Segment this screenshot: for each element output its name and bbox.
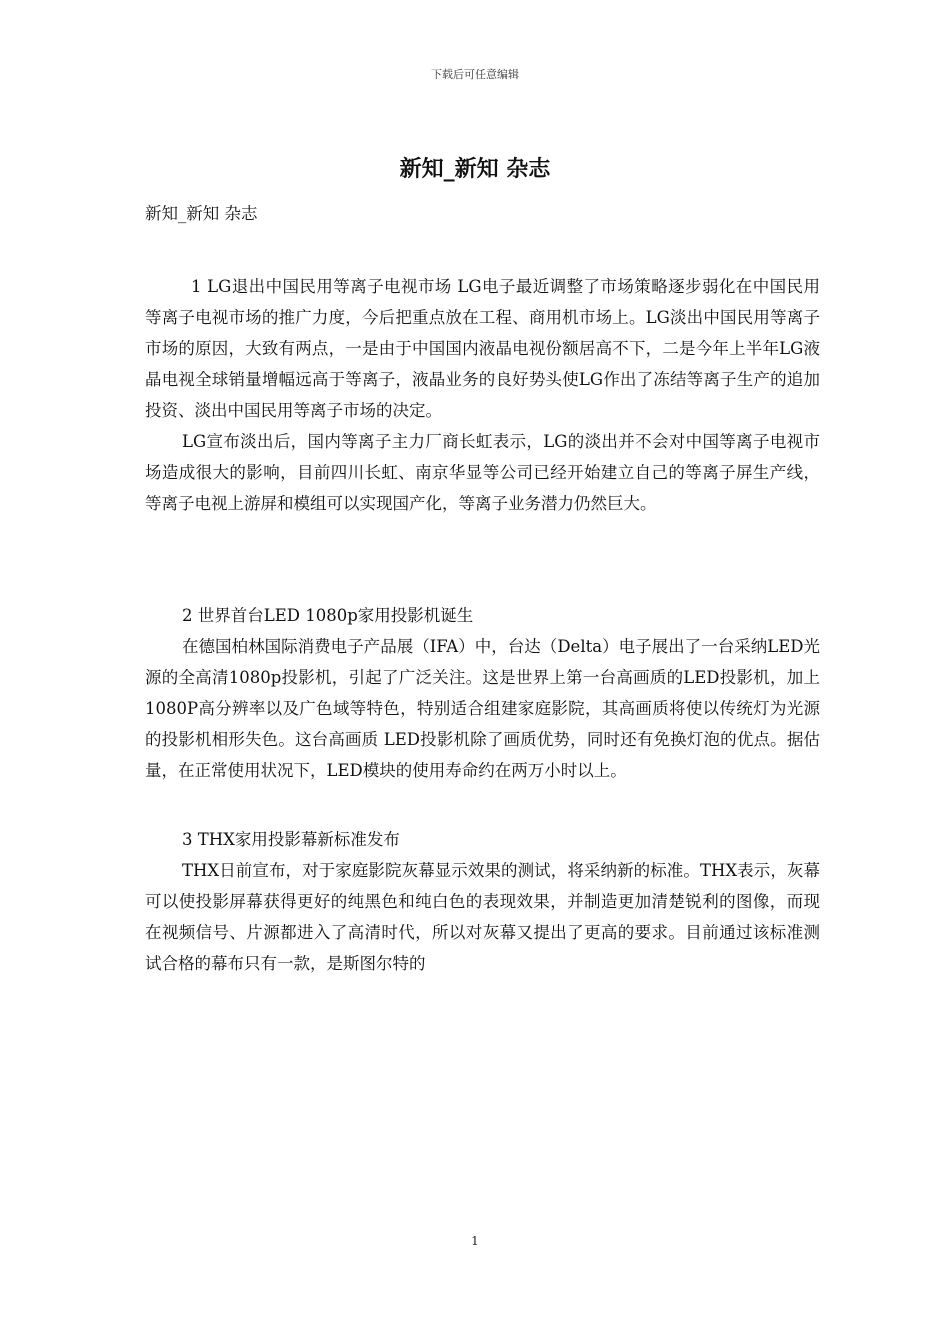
section-2-paragraph-1: 在德国柏林国际消费电子产品展（IFA）中，台达（Delta）电子展出了一台采纳LED光源的全高清1080p投影机，引起了广泛关注。这是世界上第一台高画质的LED投影机，加上1080P高分辨率以及广色域等特色，特别适合组建家庭影院，其高画质将使以传统灯为光源的投影机相形失色。这台高画质 LED投影机除了画质优势，同时还有免换灯泡的优点。据估量，在正常使用状况下，LED模块的使用寿命约在两万小时以上。 (145, 637, 820, 780)
page-number: 1 (471, 1234, 479, 1248)
document-body (145, 198, 820, 979)
section-3-heading: 3 THX家用投影幕新标准发布 (182, 830, 400, 849)
document-subtitle: 新知_新知 杂志 (145, 204, 258, 223)
section-2-heading: 2 世界首台LED 1080p家用投影机诞生 (182, 606, 474, 625)
header-note: 下载后可任意编辑 (431, 68, 519, 81)
document-title: 新知_新知 杂志 (399, 156, 551, 182)
section-1-paragraph-1: 1 LG退出中国民用等离子电视市场 LG电子最近调整了市场策略逐步弱化在中国民用等离子电视市场的推广力度，今后把重点放在工程、商用机市场上。LG淡出中国民用等离子市场的原因，大致有两点，一是由于中国国内液晶电视份额居高不下，二是今年上半年LG液晶电视全球销量增幅远高于等离子，液晶业务的良好势头使LG作出了冻结等离子生产的追加投资、淡出中国民用等离子市场的决定。 (145, 277, 820, 420)
section-1-paragraph-2: LG宣布淡出后，国内等离子主力厂商长虹表示，LG的淡出并不会对中国等离子电视市场造成很大的影响，目前四川长虹、南京华显等公司已经开始建立自己的等离子屏生产线，等离子电视上游屏和模组可以实现国产化，等离子业务潜力仍然巨大。 (145, 432, 820, 513)
section-3-paragraph-1: THX日前宣布，对于家庭影院灰幕显示效果的测试，将采纳新的标准。THX表示，灰幕可以使投影屏幕获得更好的纯黑色和纯白色的表现效果，并制造更加清楚锐利的图像，而现在视频信号、片源都进入了高清时代，所以对灰幕又提出了更高的要求。目前通过该标准测试合格的幕布只有一款，是斯图尔特的 (145, 861, 820, 973)
